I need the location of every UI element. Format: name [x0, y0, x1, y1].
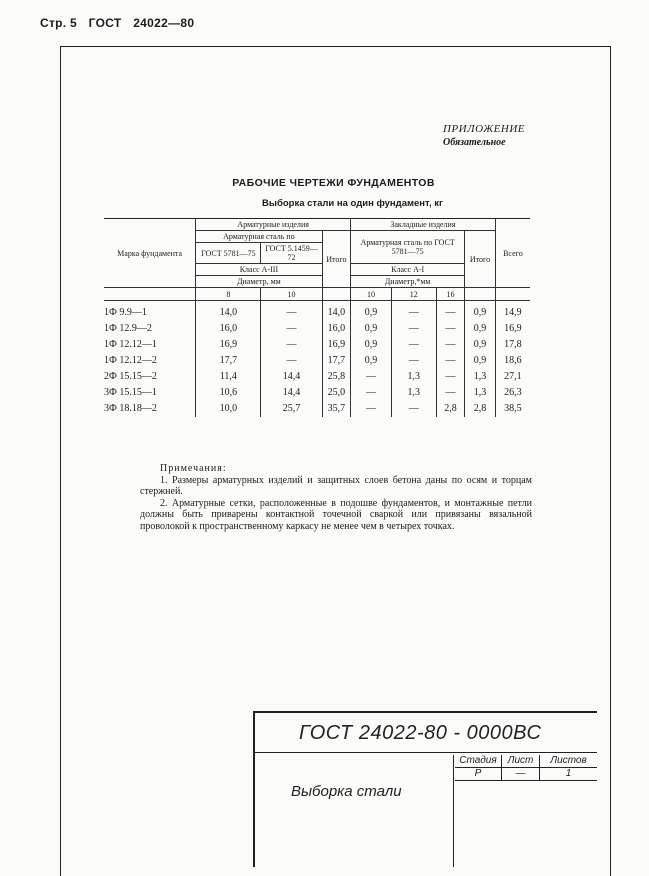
stage-value: Р [455, 768, 502, 780]
cell-total: 26,3 [495, 385, 530, 401]
cell-d10: — [261, 321, 322, 337]
header-embedded-steel: Арматурная сталь по ГОСТ 5781—75 [351, 231, 465, 264]
cell-d12: — [391, 401, 436, 417]
appendix-label [443, 122, 525, 150]
cell-total1: 25,8 [322, 369, 351, 385]
page-number: Стр. 5 [40, 16, 78, 30]
notes [140, 463, 532, 532]
cell-d8: 16,9 [196, 337, 261, 353]
cell-d10: 25,7 [261, 401, 322, 417]
header-diameter-1: Диаметр, мм [196, 276, 322, 288]
cell-total: 17,8 [495, 337, 530, 353]
cell-total2: 0,9 [465, 337, 496, 353]
note-item: 1. Размеры арматурных изделий и защитных слоев бетона даны по осям и торцам стержней. [140, 474, 532, 497]
table-row [104, 353, 530, 369]
appendix-title: ПРИЛОЖЕНИЕ [443, 123, 525, 135]
cell-d16: — [436, 385, 465, 401]
cell-total1: 16,9 [322, 337, 351, 353]
header-total-1: Итого [322, 231, 351, 288]
cell-mark: 3Ф 15.15—1 [104, 387, 157, 398]
cell-total1: 17,7 [322, 353, 351, 369]
cell-total: 16,9 [495, 321, 530, 337]
cell-total: 38,5 [495, 401, 530, 417]
title-block-code: ГОСТ 24022-80 - 0000ВС [255, 713, 597, 753]
header-armature-steel: Арматурная сталь по [196, 231, 322, 243]
cell-mark: 1Ф 9.9—1 [104, 301, 196, 322]
standard-label: ГОСТ [88, 16, 122, 30]
cell-d10e: — [351, 385, 392, 401]
cell-d12: 1,3 [391, 385, 436, 401]
header-class-1: Класс А-III [196, 264, 322, 276]
cell-total: 14,9 [495, 301, 530, 322]
cell-d10e: — [351, 401, 392, 417]
sheets-label: Листов [550, 755, 587, 766]
cell-d16: — [436, 301, 465, 322]
table-row [104, 401, 530, 417]
cell-total1: 35,7 [322, 401, 351, 417]
title-block-name-cell [255, 755, 454, 867]
header-d8: 8 [196, 288, 261, 301]
sheet-value: — [502, 768, 540, 780]
cell-d10e: — [351, 369, 392, 385]
cell-d12: 1,3 [391, 369, 436, 385]
header-blank [104, 288, 196, 301]
cell-d8: 17,7 [196, 353, 261, 369]
cell-total1: 16,0 [322, 321, 351, 337]
cell-total2: 2,8 [465, 401, 496, 417]
page-header [40, 16, 202, 30]
cell-d12: — [391, 353, 436, 369]
cell-d8: 11,4 [196, 369, 261, 385]
header-embedded-items: Закладные изделия [351, 219, 496, 231]
title-block-cells [455, 755, 597, 781]
cell-total: 27,1 [495, 369, 530, 385]
appendix-subtitle: Обязательное [443, 137, 506, 148]
header-grand-total: Всего [495, 219, 530, 288]
title-block [253, 711, 597, 867]
header-gost-2: ГОСТ 5.1459—72 [261, 243, 322, 264]
cell-total: 18,6 [495, 353, 530, 369]
cell-d10e: 0,9 [351, 301, 392, 322]
header-blank [322, 288, 351, 301]
header-class-2: Класс А-I [351, 264, 465, 276]
cell-d16: 2,8 [436, 401, 465, 417]
table-row [104, 321, 530, 337]
cell-mark: 3Ф 18.18—2 [104, 403, 157, 414]
notes-heading: Примечания: [160, 463, 227, 474]
cell-d8: 10,0 [196, 401, 261, 417]
cell-d10: — [261, 301, 322, 322]
table-row [104, 369, 530, 385]
cell-mark: 2Ф 15.15—2 [104, 371, 157, 382]
header-d10-embedded: 10 [351, 288, 392, 301]
header-blank [495, 288, 530, 301]
steel-table [104, 218, 530, 417]
cell-d8: 14,0 [196, 301, 261, 322]
table-row [104, 301, 530, 322]
header-d10: 10 [261, 288, 322, 301]
cell-total1: 25,0 [322, 385, 351, 401]
cell-d10e: 0,9 [351, 353, 392, 369]
document-subtitle: Выборка стали на один фундамент, кг [262, 198, 443, 209]
header-mark: Марка фундамента [104, 219, 196, 288]
header-diameter-2: Диаметр,*мм [351, 276, 465, 288]
cell-d16: — [436, 353, 465, 369]
cell-d8: 10,6 [196, 385, 261, 401]
cell-d16: — [436, 337, 465, 353]
title-block-values [455, 768, 597, 781]
cell-d16: — [436, 321, 465, 337]
cell-d8: 16,0 [196, 321, 261, 337]
table-body [104, 301, 530, 418]
cell-total2: 0,9 [465, 301, 496, 322]
cell-total2: 1,3 [465, 369, 496, 385]
cell-d10: 14,4 [261, 385, 322, 401]
header-d16: 16 [436, 288, 465, 301]
header-d12: 12 [391, 288, 436, 301]
cell-total1: 14,0 [322, 301, 351, 322]
cell-d10: — [261, 337, 322, 353]
cell-mark: 1Ф 12.9—2 [104, 323, 152, 334]
cell-mark: 1Ф 12.12—1 [104, 339, 157, 350]
cell-total2: 1,3 [465, 385, 496, 401]
cell-total2: 0,9 [465, 353, 496, 369]
standard-number: 24022—80 [133, 16, 195, 30]
stage-label: Стадия [455, 755, 502, 767]
note-item: 2. Арматурные сетки, расположенные в подошве фундаментов, и монтажные петли должны быть приварены контактной точечной сваркой или привязаны вязальной проволокой к пространственному каркасу не менее чем в четырех точках. [140, 497, 532, 532]
cell-d16: — [436, 369, 465, 385]
cell-d12: — [391, 337, 436, 353]
title-block-name: Выборка стали [291, 783, 402, 800]
cell-d10: 14,4 [261, 369, 322, 385]
cell-mark: 1Ф 12.12—2 [104, 355, 157, 366]
title-block-labels [455, 755, 597, 768]
cell-d10e: 0,9 [351, 321, 392, 337]
header-gost-1: ГОСТ 5781—75 [196, 243, 261, 264]
sheet-label: Лист [502, 755, 540, 767]
table-row [104, 337, 530, 353]
cell-d12: — [391, 321, 436, 337]
cell-total2: 0,9 [465, 321, 496, 337]
cell-d10e: 0,9 [351, 337, 392, 353]
header-total-2: Итого [465, 231, 496, 288]
document-title: РАБОЧИЕ ЧЕРТЕЖИ ФУНДАМЕНТОВ [232, 177, 435, 189]
sheets-value: 1 [565, 768, 572, 779]
cell-d12: — [391, 301, 436, 322]
table-row [104, 385, 530, 401]
header-blank [465, 288, 496, 301]
header-armature-items: Арматурные изделия [196, 219, 351, 231]
cell-d10: — [261, 353, 322, 369]
